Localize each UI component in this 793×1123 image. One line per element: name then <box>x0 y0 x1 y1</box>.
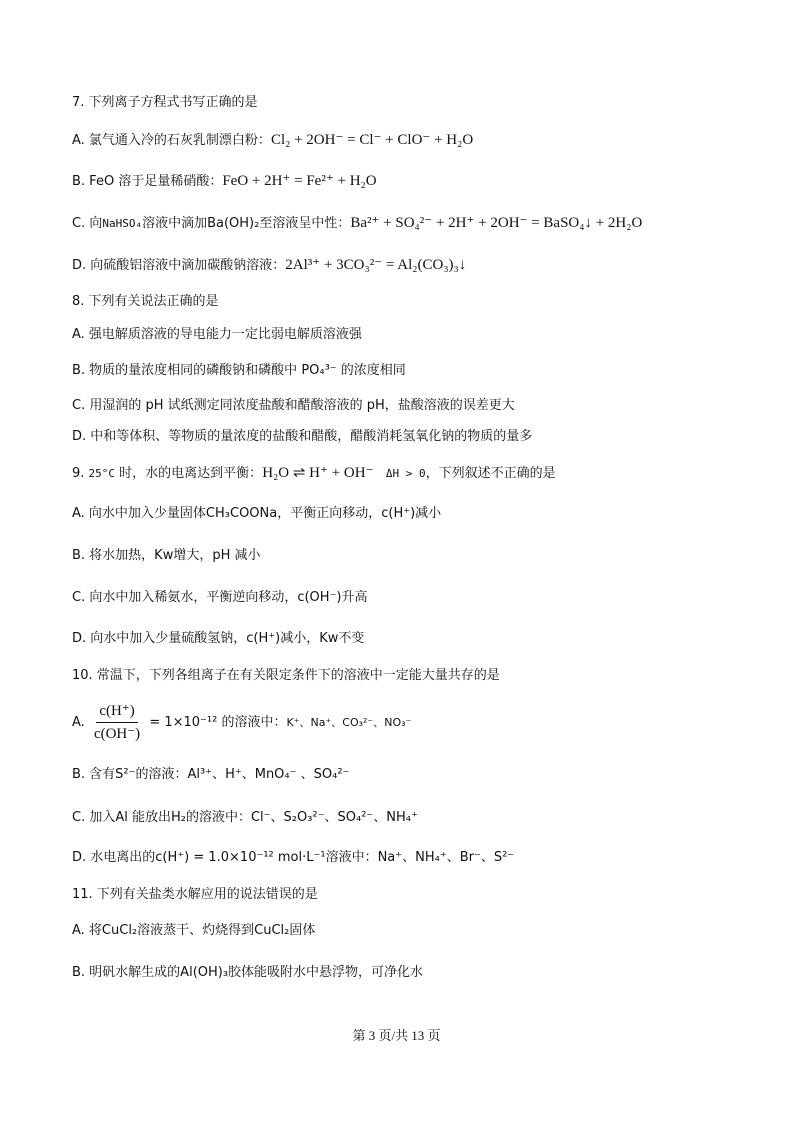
q7-option-a: A. 氯气通入冷的石灰乳制漂白粉：Cl₂ + 2OH⁻ = Cl⁻ + ClO⁻ + H₂O <box>72 132 474 148</box>
q10-stem: 10. 常温下，下列各组离子在有关限定条件下的溶液中一定能大量共存的是 <box>72 668 500 683</box>
q9-option-a: A. 向水中加入少量固体CH₃COONa，平衡正向移动，c(H⁺)减小 <box>72 506 442 521</box>
q11-option-a: A. 将CuCl₂溶液蒸干、灼烧得到CuCl₂固体 <box>72 923 316 938</box>
fraction: $\frac{c(H^+)}{c(OH^-)}$ <box>91 700 143 745</box>
q7-option-c: C. 向NaHSO₄溶液中滴加Ba(OH)₂至溶液呈中性：Ba²⁺ + SO₄²⁻ + 2H⁺ + 2OH⁻ = BaSO₄↓ + 2H₂O <box>72 215 643 231</box>
page-footer: 第 3 页/共 13 页 <box>352 1028 441 1043</box>
q8-option-a: A. 强电解质溶液的导电能力一定比弱电解质溶液强 <box>72 327 362 342</box>
q8-option-c: C. 用湿润的 pH 试纸测定同浓度盐酸和醋酸溶液的 pH，盐酸溶液的误差更大 <box>72 398 515 413</box>
q8-option-b: B. 物质的量浓度相同的磷酸钠和磷酸中 PO₄³⁻ 的浓度相同 <box>72 363 406 378</box>
q9-option-b: B. 将水加热，Kw增大，pH 减小 <box>72 548 261 563</box>
q10-option-c: C. 加入Al 能放出H₂的溶液中：Cl⁻、S₂O₃²⁻、SO₄²⁻、NH₄⁺ <box>72 810 418 825</box>
q10-option-a: A. $\frac{c(H^+)}{c(OH^-)}$ = 1×10⁻¹² 的溶液中：K⁺、Na⁺、CO₃²⁻、NO₃⁻ <box>72 700 411 745</box>
q11-stem: 11. 下列有关盐类水解应用的说法错误的是 <box>72 887 318 902</box>
q11-option-b: B. 明矾水解生成的Al(OH)₃胶体能吸附水中悬浮物，可净化水 <box>72 965 424 980</box>
q9-stem: 9. 25°C 时，水的电离达到平衡：H₂O ⇌ H⁺ + OH⁻ ΔH > 0，下列叙述不正确的是 <box>72 465 556 481</box>
q10-option-d: D. 水电离出的c(H⁺) = 1.0×10⁻¹² mol·L⁻¹溶液中：Na⁺、NH₄⁺、Br⁻、S²⁻ <box>72 850 515 865</box>
q7-option-b: B. FeO 溶于足量稀硝酸：FeO + 2H⁺ = Fe²⁺ + H₂O <box>72 173 377 189</box>
q10-option-b: B. 含有S²⁻的溶液：Al³⁺、H⁺、MnO₄⁻ 、SO₄²⁻ <box>72 767 350 782</box>
q7-stem: 7. 下列离子方程式书写正确的是 <box>72 95 258 110</box>
q7-option-d: D. 向硫酸铝溶液中滴加碳酸钠溶液：2Al³⁺ + 3CO₃²⁻ = Al₂(CO₃)₃↓ <box>72 257 467 273</box>
q8-stem: 8. 下列有关说法正确的是 <box>72 294 219 309</box>
q9-option-c: C. 向水中加入稀氨水，平衡逆向移动，c(OH⁻)升高 <box>72 590 368 605</box>
q8-option-d: D. 中和等体积、等物质的量浓度的盐酸和醋酸，醋酸消耗氢氧化钠的物质的量多 <box>72 429 533 444</box>
q9-option-d: D. 向水中加入少量硫酸氢钠，c(H⁺)减小，Kw不变 <box>72 631 365 646</box>
